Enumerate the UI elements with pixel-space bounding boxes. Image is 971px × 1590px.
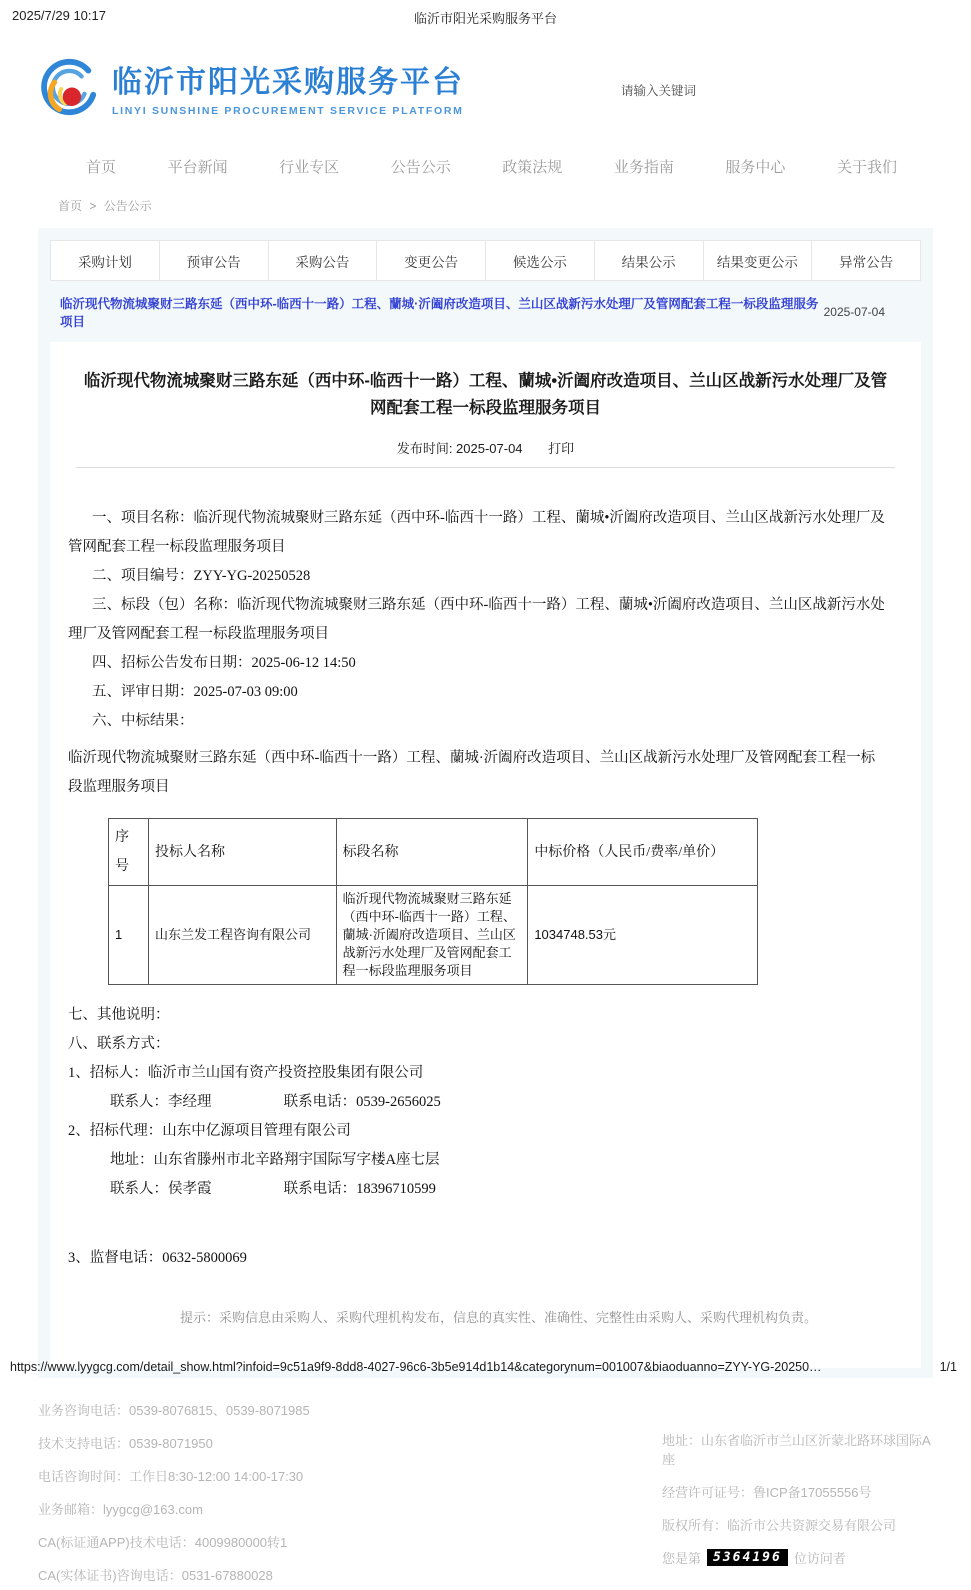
tab-change-notice[interactable]: 变更公告 [377,241,486,280]
agent-contact-person: 联系人：侯孝霞 [110,1181,212,1197]
notice-list-row [50,281,921,342]
footer-address: 地址：山东省临沂市兰山区沂蒙北路环球国际A座 [662,1433,931,1467]
search-input[interactable] [619,83,733,99]
print-datetime: 2025/7/29 10:17 [12,8,106,23]
nav-item-policies[interactable]: 政策法规 [502,159,563,176]
article-title: 临沂现代物流城聚财三路东延（西中环-临西十一路）工程、蘭城•沂阖府改造项目、兰山区战新污水处理厂及管网配套工程一标段监理服务项目 [83,372,888,417]
meta-divider [76,467,895,468]
visitor-prefix: 您是第 [662,1551,702,1566]
nav-item-announcements[interactable]: 公告公示 [390,159,451,176]
footer-license: 经营许可证号：鲁ICP备17055556号 [662,1485,872,1500]
footer-copyright: 版权所有：临沂市公共资源交易有限公司 [662,1518,897,1533]
tab-result-change[interactable]: 结果变更公示 [704,241,813,280]
main-nav [86,156,897,177]
item-project-name: 一、项目名称：临沂现代物流城聚财三路东延（西中环-临西十一路）工程、蘭城•沂阖府改造项目、兰山区战新污水处理厂及管网配套工程一标段监理服务项目 [68,510,885,555]
tab-procurement-plan[interactable]: 采购计划 [51,241,160,280]
visitor-suffix: 位访问者 [793,1551,846,1566]
item-section-name: 三、标段（包）名称：临沂现代物流城聚财三路东延（西中环-临西十一路）工程、蘭城•沂阖府改造项目、兰山区战新污水处理厂及管网配套工程一标段监理服务项目 [68,597,885,642]
breadcrumb-current: 公告公示 [103,199,152,213]
footer-ca-cert-phone: CA(实体证书)咨询电话：0531-67880028 [38,1568,273,1583]
search-box[interactable] [619,82,733,100]
tenderee-line: 1、招标人：临沂市兰山国有资产投资控股集团有限公司 [68,1065,424,1081]
content-card [38,228,933,1378]
award-result-table [108,818,758,985]
tab-candidate-publicity[interactable]: 候选公示 [486,241,595,280]
item-review-date: 五、评审日期：2025-07-03 09:00 [92,684,298,700]
table-header-row [109,819,758,886]
print-footer [10,1360,957,1374]
tenderee-contact-person: 联系人：李经理 [110,1094,212,1110]
nav-item-guide[interactable]: 业务指南 [613,159,674,176]
agent-line: 2、招标代理：山东中亿源项目管理有限公司 [68,1123,351,1139]
agent-contact-phone: 联系电话：18396710599 [283,1181,436,1197]
nav-item-about[interactable]: 关于我们 [836,159,897,176]
site-header [38,56,933,126]
cell-index: 1 [109,886,149,985]
notice-date: 2025-07-04 [823,305,885,319]
cell-bidder: 山东兰发工程咨询有限公司 [149,886,337,985]
disclaimer-tip: 提示：采购信息由采购人、采购代理机构发布，信息的真实性、准确性、完整性由采购人、采购代理机构负责。 [180,1310,818,1325]
footer-business-phone: 业务咨询电话：0539-8076815、0539-8071985 [38,1403,310,1418]
article-meta [68,438,903,457]
footer-right-column [662,1430,933,1581]
breadcrumb [58,197,971,214]
visitor-count-badge: 5364196 [707,1549,788,1566]
result-project-line: 临沂现代物流城聚财三路东延（西中环-临西十一路）工程、蘭城·沂阖府改造项目、兰山区战新污水处理厂及管网配套工程一标段监理服务项目 [68,750,876,795]
agent-address-line: 地址：山东省滕州市北辛路翔宇国际写字楼A座七层 [110,1152,440,1168]
print-button[interactable]: 打印 [548,441,575,456]
tab-prequalification[interactable]: 预审公告 [160,241,269,280]
article-body [68,504,889,1332]
announcement-tabbar [50,240,921,281]
item-award-result: 六、中标结果： [92,713,194,729]
col-header-section: 标段名称 [336,819,528,886]
item-project-number: 二、项目编号：ZYY-YG-20250528 [92,568,311,584]
nav-item-home[interactable]: 首页 [86,159,117,176]
notice-link[interactable]: 临沂现代物流城聚财三路东延（西中环-临西十一路）工程、蘭城·沂阖府改造项目、兰山区战新污水处理厂及管网配套工程一标段监理服务项目 [60,297,819,329]
nav-item-industry[interactable]: 行业专区 [279,159,340,176]
logo-subtitle: LINYI SUNSHINE PROCUREMENT SERVICE PLATFORM [112,104,464,117]
tenderee-contact-line [68,1088,889,1117]
publish-time: 发布时间: 2025-07-04 [396,441,523,456]
nav-item-service-center[interactable]: 服务中心 [725,159,786,176]
tenderee-contact-phone: 联系电话：0539-2656025 [283,1094,441,1110]
logo-wordmark [112,66,464,117]
contact-section [68,1001,889,1273]
col-header-index: 序号 [109,819,149,886]
logo-title: 临沂市阳光采购服务平台 [112,65,464,99]
item-notice-date: 四、招标公告发布日期：2025-06-12 14:50 [92,655,356,671]
site-footer [38,1400,933,1590]
footer-email: 业务邮箱：lyygcg@163.com [38,1502,203,1517]
sunshine-swirl-logo-icon [38,58,100,125]
col-header-bidder: 投标人名称 [149,819,337,886]
cell-section: 临沂现代物流城聚财三路东延（西中环-临西十一路）工程、蘭城·沂阖府改造项目、兰山区战新污水处理厂及管网配套工程一标段监理服务项目 [336,886,528,985]
print-header [0,0,971,30]
cell-price: 1034748.53元 [528,886,758,985]
page-url: https://www.lyygcg.com/detail_show.html?infoid=9c51a9f9-8dd8-4027-96c6-3b5e914d1b14&categorynum=001007&biaoduanno=ZYY-YG-20250… [10,1360,822,1374]
agent-contact-line [68,1175,889,1204]
footer-ca-app-phone: CA(标证通APP)技术电话：4009980000转1 [38,1535,288,1550]
footer-phone-hours: 电话咨询时间：工作日8:30-12:00 14:00-17:30 [38,1469,304,1484]
tab-abnormal-notice[interactable]: 异常公告 [839,255,894,270]
nav-item-news[interactable]: 平台新闻 [167,159,228,176]
table-row [109,886,758,985]
tab-procurement-notice[interactable]: 采购公告 [269,241,378,280]
breadcrumb-home[interactable]: 首页 [58,199,83,213]
col-header-price: 中标价格（人民币/费率/单价） [528,819,758,886]
site-logo[interactable] [38,58,464,125]
other-notes-label: 七、其他说明： [68,1007,170,1023]
announcement-article [50,342,921,1368]
breadcrumb-separator: > [89,199,97,213]
supervision-phone-line: 3、监督电话：0632-5800069 [68,1250,247,1266]
contact-method-label: 八、联系方式： [68,1036,170,1052]
print-page-title: 临沂市阳光采购服务平台 [413,11,557,26]
page-number: 1/1 [939,1360,957,1374]
tab-result-publicity[interactable]: 结果公示 [595,241,704,280]
footer-tech-phone: 技术支持电话：0539-8071950 [38,1436,213,1451]
visitor-counter [662,1548,933,1567]
